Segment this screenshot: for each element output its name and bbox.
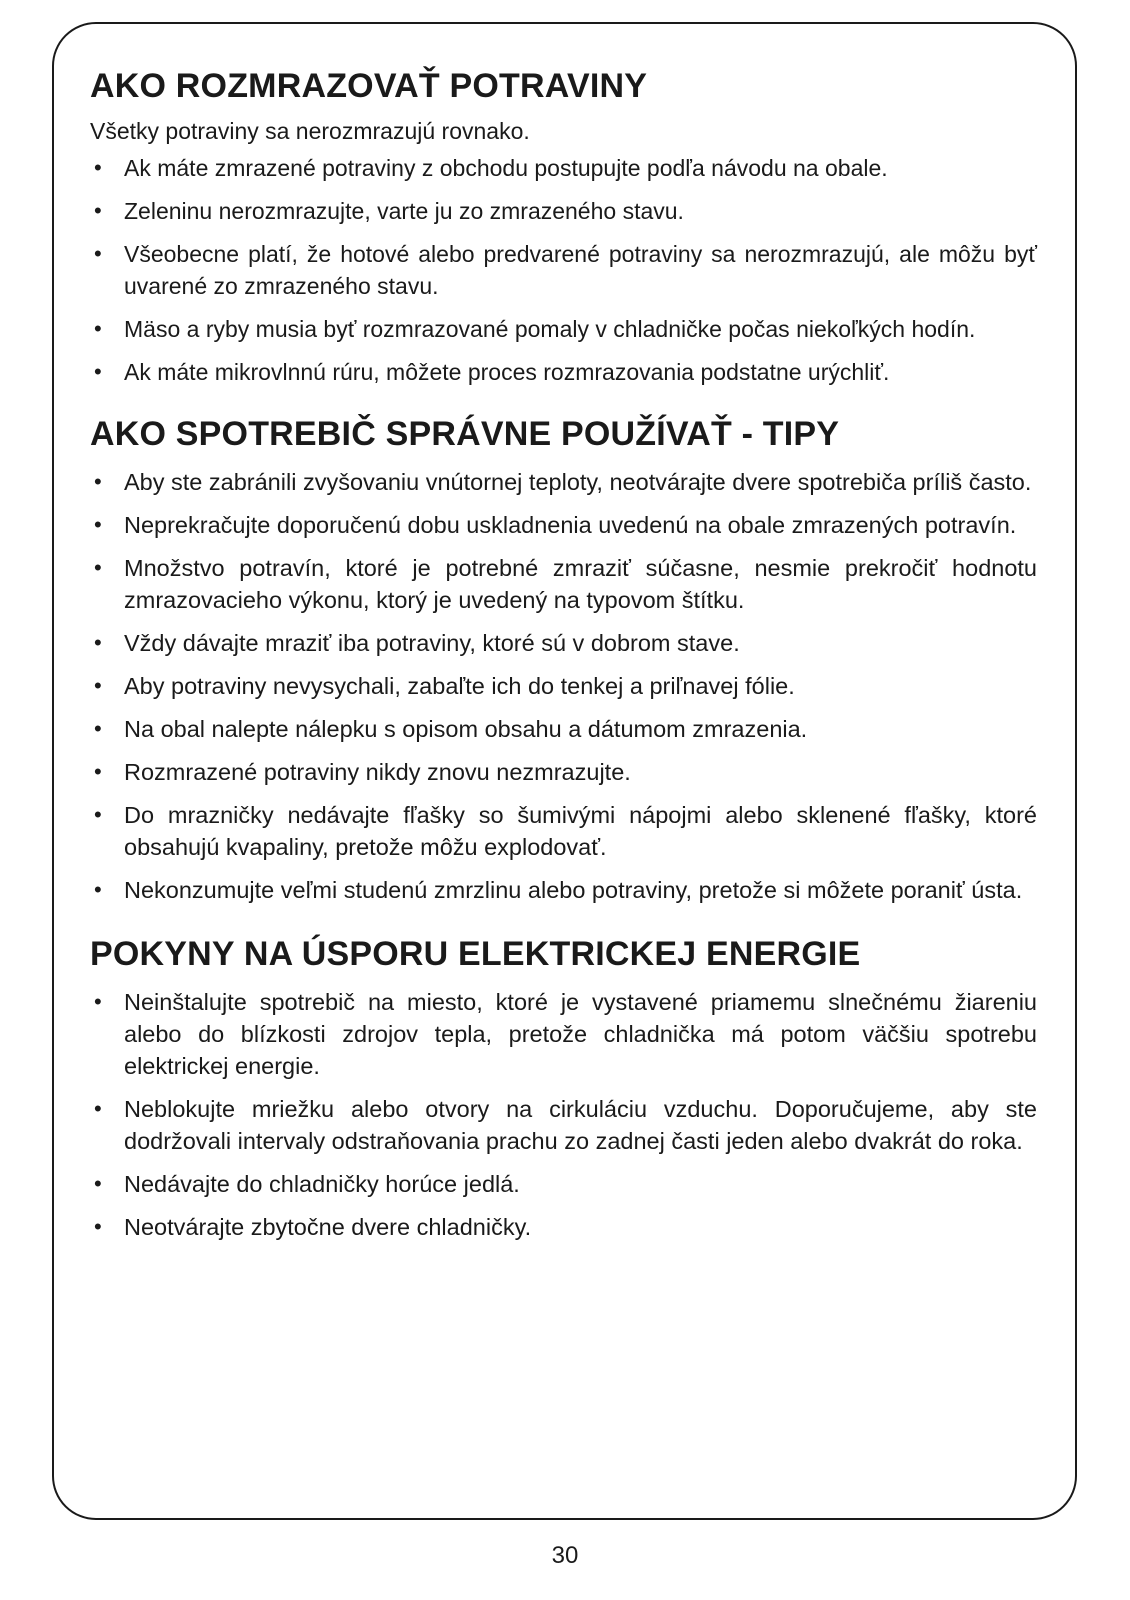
list-item bbox=[90, 313, 1037, 345]
bullet-icon: • bbox=[94, 155, 102, 180]
list-item bbox=[90, 627, 1037, 659]
bullet-list-defrosting bbox=[90, 152, 1037, 388]
bullet-icon: • bbox=[94, 630, 102, 655]
list-item bbox=[90, 1093, 1037, 1157]
bullet-icon: • bbox=[94, 555, 102, 580]
list-item-text: Aby ste zabránili zvyšovaniu vnútornej teploty, neotvárajte dvere spotrebiča príliš často. bbox=[124, 469, 1032, 495]
list-item-text: Aby potraviny nevysychali, zabaľte ich do tenkej a priľnavej fólie. bbox=[124, 673, 795, 699]
bullet-icon: • bbox=[94, 716, 102, 741]
bullet-list-energy-saving bbox=[90, 986, 1037, 1243]
bullet-icon: • bbox=[94, 989, 102, 1014]
section-usage-tips bbox=[90, 414, 1037, 906]
bullet-icon: • bbox=[94, 512, 102, 537]
list-item-text: Rozmrazené potraviny nikdy znovu nezmrazujte. bbox=[124, 759, 631, 785]
section-defrosting bbox=[90, 66, 1037, 388]
list-item bbox=[90, 713, 1037, 745]
list-item-text: Vždy dávajte mraziť iba potraviny, ktoré sú v dobrom stave. bbox=[124, 630, 740, 656]
list-item bbox=[90, 195, 1037, 227]
list-item bbox=[90, 799, 1037, 863]
section-intro-defrosting: Všetky potraviny sa nerozmrazujú rovnako. bbox=[90, 118, 530, 144]
list-item-text: Neprekračujte doporučenú dobu uskladnenia uvedenú na obale zmrazených potravín. bbox=[124, 512, 1017, 538]
bullet-icon: • bbox=[94, 359, 102, 384]
section-title-usage-tips: AKO SPOTREBIČ SPRÁVNE POUŽÍVAŤ - TIPY bbox=[90, 415, 840, 453]
content-frame bbox=[52, 22, 1077, 1520]
bullet-icon: • bbox=[94, 1214, 102, 1239]
list-item bbox=[90, 986, 1037, 1082]
list-item-text: Nedávajte do chladničky horúce jedlá. bbox=[124, 1171, 520, 1197]
list-item bbox=[90, 152, 1037, 184]
bullet-icon: • bbox=[94, 673, 102, 698]
list-item bbox=[90, 509, 1037, 541]
bullet-icon: • bbox=[94, 802, 102, 827]
bullet-icon: • bbox=[94, 759, 102, 784]
bullet-list-usage-tips bbox=[90, 466, 1037, 906]
list-item-text: Neblokujte mriežku alebo otvory na cirkuláciu vzduchu. Doporučujeme, aby ste dodržovali intervaly odstraňovania prachu zo zadnej časti jeden alebo dvakrát do roka. bbox=[124, 1096, 1037, 1154]
list-item-text: Neinštalujte spotrebič na miesto, ktoré je vystavené priamemu slnečnému žiareniu alebo do blízkosti zdrojov tepla, pretože chladnička má potom väčšiu spotrebu elektrickej energie. bbox=[124, 989, 1037, 1079]
list-item bbox=[90, 1211, 1037, 1243]
list-item-text: Nekonzumujte veľmi studenú zmrzlinu alebo potraviny, pretože si môžete poraniť ústa. bbox=[124, 877, 1023, 903]
section-energy-saving bbox=[90, 934, 1037, 1243]
section-title-defrosting: AKO ROZMRAZOVAŤ POTRAVINY bbox=[90, 67, 648, 105]
page-number: 30 bbox=[551, 1542, 579, 1569]
list-item bbox=[90, 670, 1037, 702]
bullet-icon: • bbox=[94, 198, 102, 223]
list-item-text: Ak máte zmrazené potraviny z obchodu postupujte podľa návodu na obale. bbox=[124, 155, 888, 181]
bullet-icon: • bbox=[94, 877, 102, 902]
list-item-text: Do mrazničky nedávajte fľašky so šumivými nápojmi alebo sklenené fľašky, ktoré obsahujú kvapaliny, pretože môžu explodovať. bbox=[124, 802, 1037, 860]
section-title-energy-saving: POKYNY NA ÚSPORU ELEKTRICKEJ ENERGIE bbox=[90, 935, 861, 973]
list-item-text: Množstvo potravín, ktoré je potrebné zmraziť súčasne, nesmie prekročiť hodnotu zmrazovacieho výkonu, ktorý je uvedený na typovom štítku. bbox=[124, 555, 1037, 613]
list-item-text: Neotvárajte zbytočne dvere chladničky. bbox=[124, 1214, 532, 1240]
bullet-icon: • bbox=[94, 1171, 102, 1196]
bullet-icon: • bbox=[94, 469, 102, 494]
list-item bbox=[90, 466, 1037, 498]
list-item-text: Zeleninu nerozmrazujte, varte ju zo zmrazeného stavu. bbox=[124, 198, 684, 224]
list-item-text: Na obal nalepte nálepku s opisom obsahu a dátumom zmrazenia. bbox=[124, 716, 808, 742]
list-item-text: Mäso a ryby musia byť rozmrazované pomaly v chladničke počas niekoľkých hodín. bbox=[124, 316, 976, 342]
list-item bbox=[90, 356, 1037, 388]
bullet-icon: • bbox=[94, 1096, 102, 1121]
list-item-text: Ak máte mikrovlnnú rúru, môžete proces rozmrazovania podstatne urýchliť. bbox=[124, 359, 890, 385]
bullet-icon: • bbox=[94, 316, 102, 341]
list-item-text: Všeobecne platí, že hotové alebo predvarené potraviny sa nerozmrazujú, ale môžu byť uvarené zo zmrazeného stavu. bbox=[124, 241, 1037, 299]
list-item bbox=[90, 552, 1037, 616]
list-item bbox=[90, 1168, 1037, 1200]
list-item bbox=[90, 756, 1037, 788]
list-item bbox=[90, 238, 1037, 302]
bullet-icon: • bbox=[94, 241, 102, 266]
list-item bbox=[90, 874, 1037, 906]
